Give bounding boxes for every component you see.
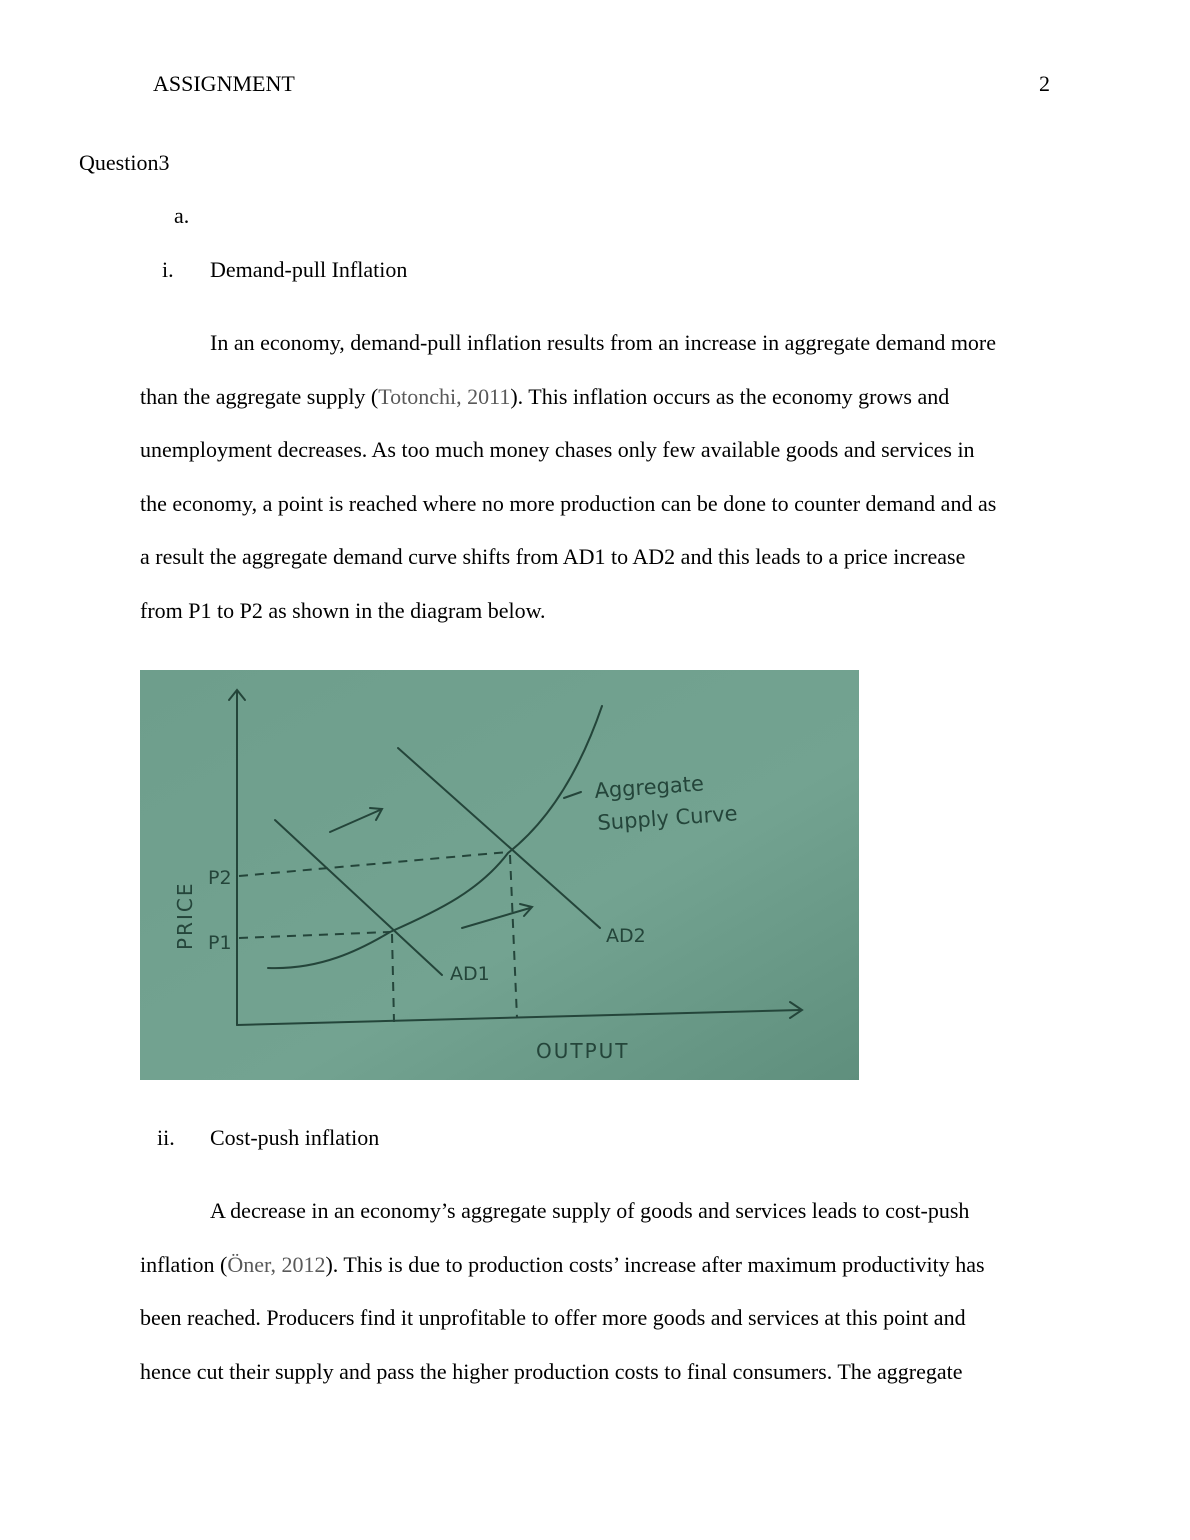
para2-line: A decrease in an economy’s aggregate supply of goods and services leads to cost-push bbox=[210, 1198, 970, 1223]
para1-text: ). This inflation occurs as the economy grows and bbox=[510, 383, 950, 409]
para1-line: a result the aggregate demand curve shifts from AD1 to AD2 and this leads to a price increase bbox=[140, 544, 966, 570]
section-i-numeral: i. bbox=[162, 257, 174, 282]
p2-label: P2 bbox=[208, 867, 232, 889]
para1-line: the economy, a point is reached where no more production can be done to counter demand and as bbox=[140, 490, 997, 516]
para2-line: been reached. Producers find it unprofitable to offer more goods and services at this point and bbox=[140, 1305, 966, 1331]
p1-label: P1 bbox=[208, 932, 232, 954]
citation-link[interactable]: Totonchi, 2011 bbox=[378, 383, 511, 409]
section-ii-numeral: ii. bbox=[157, 1125, 175, 1150]
ad-as-diagram-figure bbox=[140, 670, 859, 1080]
page-number: 2 bbox=[1039, 71, 1050, 96]
paragraph-cost-push bbox=[140, 1197, 1060, 1411]
supply-label-line2: Supply Curve bbox=[596, 801, 739, 835]
section-i-title: Demand-pull Inflation bbox=[210, 257, 408, 282]
ad1-label: AD1 bbox=[450, 963, 490, 985]
para1-line: In an economy, demand-pull inflation results from an increase in aggregate demand more bbox=[210, 330, 997, 355]
citation-link[interactable]: Öner, 2012 bbox=[227, 1251, 326, 1277]
para1-line: from P1 to P2 as shown in the diagram below. bbox=[140, 597, 546, 623]
paragraph-demand-pull bbox=[140, 329, 1060, 651]
running-head: ASSIGNMENT bbox=[153, 71, 295, 96]
para2-line: hence cut their supply and pass the higher production costs to final consumers. The aggregate bbox=[140, 1358, 963, 1384]
question-label: Question3 bbox=[79, 150, 170, 175]
supply-label-line1: Aggregate bbox=[593, 771, 705, 803]
para1-line bbox=[140, 383, 1060, 437]
y-axis-label: PRICE bbox=[173, 881, 197, 950]
para1-text: than the aggregate supply ( bbox=[140, 383, 379, 409]
para1-line: unemployment decreases. As too much money chases only few available goods and services in bbox=[140, 437, 975, 463]
part-label: a. bbox=[174, 203, 190, 228]
section-ii-title: Cost-push inflation bbox=[210, 1125, 380, 1150]
ad2-label: AD2 bbox=[606, 925, 646, 947]
para2-text: inflation ( bbox=[140, 1251, 228, 1277]
para2-text: ). This is due to production costs’ increase after maximum productivity has bbox=[325, 1251, 985, 1277]
x-axis-label: OUTPUT bbox=[536, 1039, 630, 1063]
para2-line bbox=[140, 1251, 1060, 1305]
